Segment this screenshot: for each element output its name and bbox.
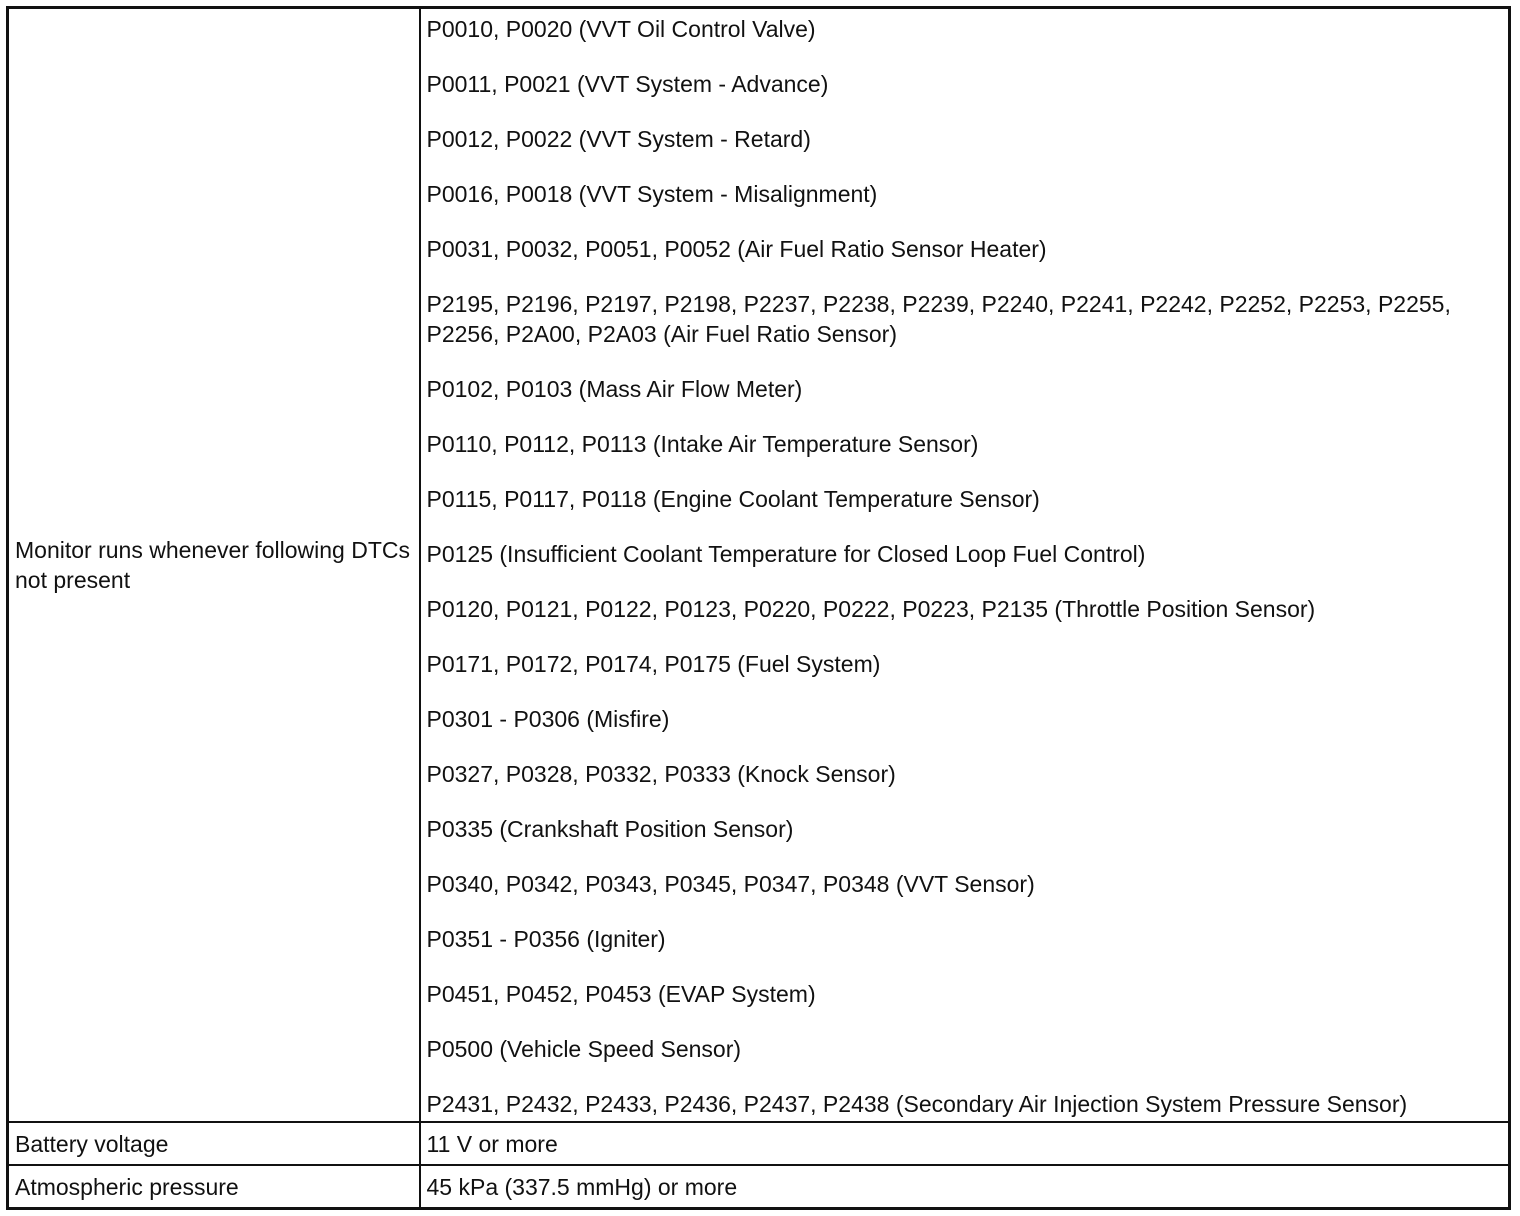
list-item: P0351 - P0356 (Igniter) (426, 926, 666, 952)
conditions-table (6, 6, 1511, 1210)
list-item: P0115, P0117, P0118 (Engine Coolant Temperature Sensor) (426, 486, 1040, 512)
condition-value (420, 8, 1510, 1123)
list-item: P0031, P0032, P0051, P0052 (Air Fuel Ratio Sensor Heater) (426, 236, 1047, 262)
list-item: P0171, P0172, P0174, P0175 (Fuel System) (426, 651, 881, 677)
condition-label: Monitor runs whenever following DTCs not present (8, 8, 420, 1123)
condition-value: 11 V or more (420, 1122, 1510, 1165)
list-item: P0110, P0112, P0113 (Intake Air Temperature Sensor) (426, 431, 979, 457)
list-item: P0327, P0328, P0332, P0333 (Knock Sensor) (426, 761, 896, 787)
list-item: P0016, P0018 (VVT System - Misalignment) (426, 181, 878, 207)
list-item: P0012, P0022 (VVT System - Retard) (426, 126, 811, 152)
list-item: P2195, P2196, P2197, P2198, P2237, P2238, P2239, P2240, P2241, P2242, P2252, P2253, P2255, P2256, P2A00, P2A03 (Air Fuel Ratio Sensor) (426, 291, 1451, 347)
table-row (8, 8, 1510, 1123)
list-item: P0301 - P0306 (Misfire) (426, 706, 670, 732)
list-item: P0010, P0020 (VVT Oil Control Valve) (426, 16, 816, 42)
condition-value: 45 kPa (337.5 mmHg) or more (420, 1165, 1510, 1209)
table-row (8, 1165, 1510, 1209)
condition-label: Battery voltage (8, 1122, 420, 1165)
list-item: P0500 (Vehicle Speed Sensor) (426, 1036, 742, 1062)
table-row (8, 1122, 1510, 1165)
condition-label: Atmospheric pressure (8, 1165, 420, 1209)
list-item: P0335 (Crankshaft Position Sensor) (426, 816, 794, 842)
list-item: P0451, P0452, P0453 (EVAP System) (426, 981, 816, 1007)
list-item: P0011, P0021 (VVT System - Advance) (426, 71, 829, 97)
list-item: P0340, P0342, P0343, P0345, P0347, P0348 (VVT Sensor) (426, 871, 1035, 897)
list-item: P0125 (Insufficient Coolant Temperature for Closed Loop Fuel Control) (426, 541, 1146, 567)
list-item: P0102, P0103 (Mass Air Flow Meter) (426, 376, 803, 402)
list-item: P0120, P0121, P0122, P0123, P0220, P0222, P0223, P2135 (Throttle Position Sensor) (426, 596, 1316, 622)
list-item: P2431, P2432, P2433, P2436, P2437, P2438 (Secondary Air Injection System Pressure Sensor) (426, 1091, 1408, 1117)
dtc-list (427, 9, 1503, 1121)
